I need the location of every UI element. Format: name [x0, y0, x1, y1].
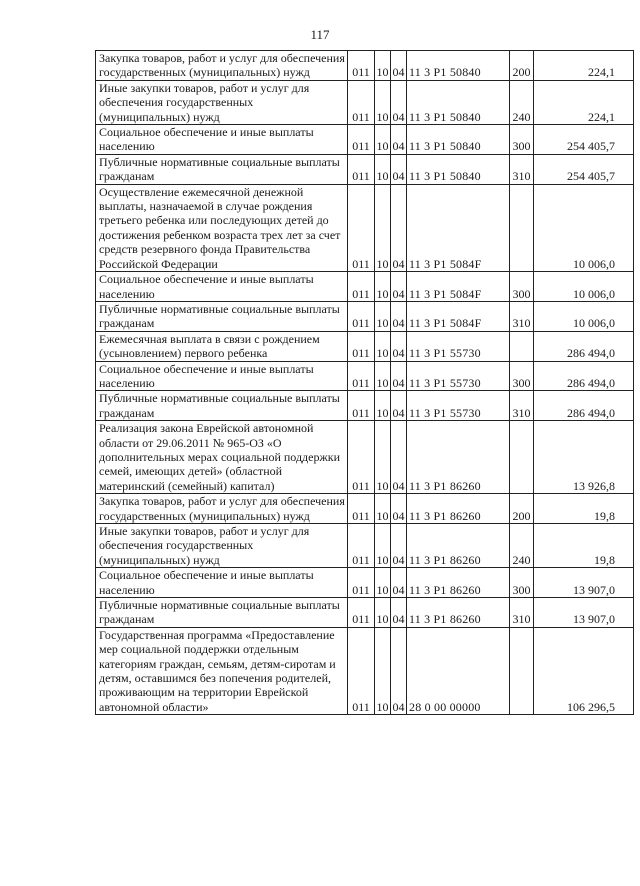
amount: 224,1 — [534, 80, 634, 124]
amount: 224,1 — [534, 51, 634, 81]
section-code: 10 — [375, 154, 391, 184]
ministry-code: 011 — [348, 154, 375, 184]
row-name: Иные закупки товаров, работ и услуг для обеспечения государственных (муниципальных) нужд — [96, 524, 348, 568]
amount: 106 296,5 — [534, 627, 634, 714]
expense-type-code: 240 — [510, 80, 534, 124]
section-code: 10 — [375, 391, 391, 421]
table-row — [96, 568, 634, 598]
section-code: 10 — [375, 598, 391, 628]
amount: 286 494,0 — [534, 331, 634, 361]
subsection-code: 04 — [391, 51, 407, 81]
row-name: Ежемесячная выплата в связи с рождением (усыновлением) первого ребенка — [96, 331, 348, 361]
table-row — [96, 627, 634, 714]
target-article-code: 11 3 Р1 86260 — [407, 524, 510, 568]
row-name: Государственная программа «Предоставление мер социальной поддержки отдельным категориям граждан, семьям, детям-сиротам и детям, оставшимся без попечения родителей, проживающим на территории Еврейской автономной области» — [96, 627, 348, 714]
amount: 10 006,0 — [534, 272, 634, 302]
target-article-code: 11 3 Р1 50840 — [407, 125, 510, 155]
section-code: 10 — [375, 627, 391, 714]
row-name: Публичные нормативные социальные выплаты гражданам — [96, 301, 348, 331]
amount: 10 006,0 — [534, 301, 634, 331]
table-row — [96, 524, 634, 568]
subsection-code: 04 — [391, 272, 407, 302]
row-name: Реализация закона Еврейской автономной области от 29.06.2011 № 965-ОЗ «О дополнительных мерах социальной поддержки семей, имеющих детей» (областной материнский (семейный) капитал) — [96, 421, 348, 494]
amount: 13 926,8 — [534, 421, 634, 494]
target-article-code: 11 3 Р1 86260 — [407, 568, 510, 598]
ministry-code: 011 — [348, 331, 375, 361]
target-article-code: 11 3 Р1 50840 — [407, 154, 510, 184]
table-row — [96, 184, 634, 271]
expense-type-code: 310 — [510, 154, 534, 184]
ministry-code: 011 — [348, 598, 375, 628]
target-article-code: 11 3 Р1 55730 — [407, 391, 510, 421]
amount: 286 494,0 — [534, 361, 634, 391]
ministry-code: 011 — [348, 301, 375, 331]
subsection-code: 04 — [391, 301, 407, 331]
subsection-code: 04 — [391, 125, 407, 155]
target-article-code: 11 3 Р1 86260 — [407, 421, 510, 494]
expense-type-code: 310 — [510, 301, 534, 331]
page-number: 117 — [310, 27, 330, 42]
target-article-code: 11 3 Р1 50840 — [407, 51, 510, 81]
subsection-code: 04 — [391, 80, 407, 124]
section-code: 10 — [375, 51, 391, 81]
amount: 10 006,0 — [534, 184, 634, 271]
row-name: Публичные нормативные социальные выплаты гражданам — [96, 598, 348, 628]
amount: 286 494,0 — [534, 391, 634, 421]
subsection-code: 04 — [391, 568, 407, 598]
subsection-code: 04 — [391, 627, 407, 714]
amount: 19,8 — [534, 524, 634, 568]
section-code: 10 — [375, 421, 391, 494]
table-row — [96, 598, 634, 628]
section-code: 10 — [375, 125, 391, 155]
ministry-code: 011 — [348, 361, 375, 391]
expense-type-code: 300 — [510, 361, 534, 391]
section-code: 10 — [375, 568, 391, 598]
section-code: 10 — [375, 184, 391, 271]
subsection-code: 04 — [391, 154, 407, 184]
subsection-code: 04 — [391, 494, 407, 524]
budget-table — [95, 50, 634, 715]
target-article-code: 11 3 Р1 5084F — [407, 301, 510, 331]
ministry-code: 011 — [348, 80, 375, 124]
expense-type-code: 310 — [510, 391, 534, 421]
table-row — [96, 301, 634, 331]
row-name: Закупка товаров, работ и услуг для обеспечения государственных (муниципальных) нужд — [96, 494, 348, 524]
expense-type-code: 300 — [510, 125, 534, 155]
subsection-code: 04 — [391, 524, 407, 568]
section-code: 10 — [375, 494, 391, 524]
ministry-code: 011 — [348, 125, 375, 155]
table-row — [96, 80, 634, 124]
row-name: Закупка товаров, работ и услуг для обеспечения государственных (муниципальных) нужд — [96, 51, 348, 81]
table-row — [96, 391, 634, 421]
ministry-code: 011 — [348, 524, 375, 568]
ministry-code: 011 — [348, 391, 375, 421]
ministry-code: 011 — [348, 51, 375, 81]
row-name: Иные закупки товаров, работ и услуг для обеспечения государственных (муниципальных) нужд — [96, 80, 348, 124]
table-row — [96, 421, 634, 494]
expense-type-code: 310 — [510, 598, 534, 628]
subsection-code: 04 — [391, 184, 407, 271]
expense-type-code — [510, 627, 534, 714]
expense-type-code: 200 — [510, 51, 534, 81]
expense-type-code — [510, 331, 534, 361]
table-row — [96, 154, 634, 184]
target-article-code: 11 3 Р1 50840 — [407, 80, 510, 124]
row-name: Публичные нормативные социальные выплаты гражданам — [96, 391, 348, 421]
amount: 254 405,7 — [534, 154, 634, 184]
row-name: Социальное обеспечение и иные выплаты населению — [96, 125, 348, 155]
table-row — [96, 272, 634, 302]
target-article-code: 11 3 Р1 55730 — [407, 361, 510, 391]
target-article-code: 11 3 Р1 86260 — [407, 494, 510, 524]
section-code: 10 — [375, 301, 391, 331]
expense-type-code: 300 — [510, 272, 534, 302]
ministry-code: 011 — [348, 627, 375, 714]
row-name: Осуществление ежемесячной денежной выплаты, назначаемой в случае рождения третьего ребенка или последующих детей до достижения ребенком возраста трех лет за счет средств резервного фонда Правительства Российской Федерации — [96, 184, 348, 271]
section-code: 10 — [375, 361, 391, 391]
expense-type-code — [510, 421, 534, 494]
section-code: 10 — [375, 80, 391, 124]
section-code: 10 — [375, 272, 391, 302]
row-name: Публичные нормативные социальные выплаты гражданам — [96, 154, 348, 184]
ministry-code: 011 — [348, 272, 375, 302]
expense-type-code: 240 — [510, 524, 534, 568]
table-row — [96, 51, 634, 81]
section-code: 10 — [375, 524, 391, 568]
target-article-code: 11 3 Р1 5084F — [407, 272, 510, 302]
table-row — [96, 494, 634, 524]
table-row — [96, 125, 634, 155]
target-article-code: 28 0 00 00000 — [407, 627, 510, 714]
table-row — [96, 331, 634, 361]
amount: 254 405,7 — [534, 125, 634, 155]
section-code: 10 — [375, 331, 391, 361]
row-name: Социальное обеспечение и иные выплаты населению — [96, 361, 348, 391]
row-name: Социальное обеспечение и иные выплаты населению — [96, 272, 348, 302]
target-article-code: 11 3 Р1 55730 — [407, 331, 510, 361]
ministry-code: 011 — [348, 421, 375, 494]
amount: 13 907,0 — [534, 598, 634, 628]
ministry-code: 011 — [348, 184, 375, 271]
target-article-code: 11 3 Р1 86260 — [407, 598, 510, 628]
subsection-code: 04 — [391, 598, 407, 628]
subsection-code: 04 — [391, 391, 407, 421]
row-name: Социальное обеспечение и иные выплаты населению — [96, 568, 348, 598]
table-row — [96, 361, 634, 391]
ministry-code: 011 — [348, 568, 375, 598]
expense-type-code: 300 — [510, 568, 534, 598]
expense-type-code — [510, 184, 534, 271]
expense-type-code: 200 — [510, 494, 534, 524]
subsection-code: 04 — [391, 421, 407, 494]
amount: 13 907,0 — [534, 568, 634, 598]
subsection-code: 04 — [391, 331, 407, 361]
amount: 19,8 — [534, 494, 634, 524]
ministry-code: 011 — [348, 494, 375, 524]
target-article-code: 11 3 Р1 5084F — [407, 184, 510, 271]
subsection-code: 04 — [391, 361, 407, 391]
